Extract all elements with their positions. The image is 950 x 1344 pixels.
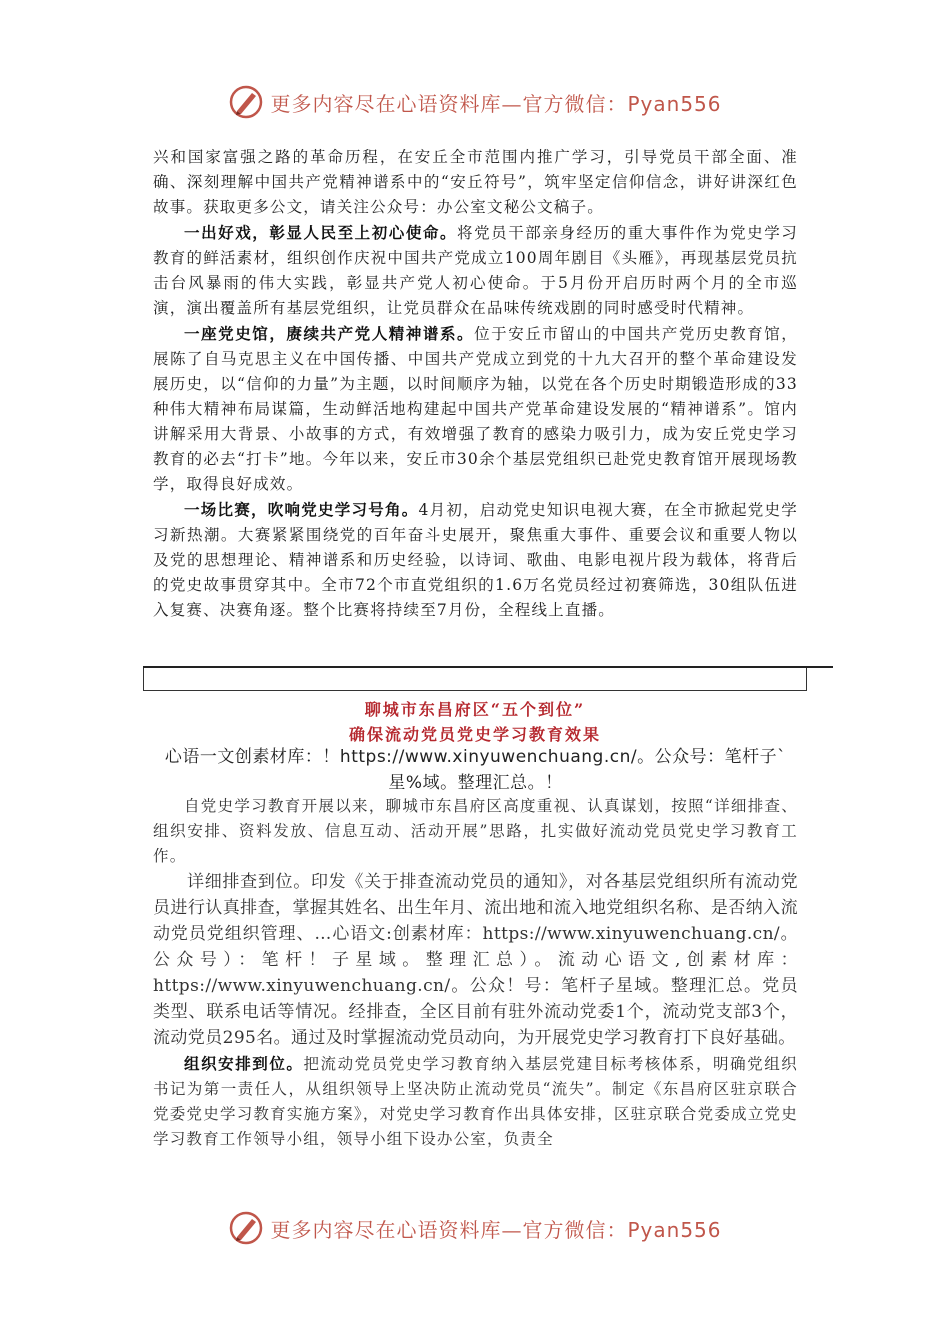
paragraph-lead: 组织安排到位。 — [184, 1054, 304, 1073]
paragraph-lead: 一出好戏，彰显人民至上初心使命。 — [184, 223, 458, 242]
paragraph: 详细排查到位。印发《关于排查流动党员的通知》，对各基层党组织所有流动党员进行认真排查，掌握其姓名、出生年月、流出地和流入地党组织名称、是否纳入流动党员党组织管理、…心语文:创素材库：https://www.xinyuwenchuang.cn/。公众号）：笔杆！子星域。整理汇总）。流动心语文,创素材库：https://www.xinyuwenchuang.cn/。公众！号：笔杆子星域。整理汇总。党员类型、联系电话等情况。经排查，全区目前有驻外流动党委1个，流动党支部3个，流动党员295名。通过及时掌握流动党员动向，为开展党史学习教育打下良好基础。 — [153, 872, 798, 1048]
paragraph: 自党史学习教育开展以来，聊城市东昌府区高度重视、认真谋划，按照“详细排查、组织安排、资料发放、信息互动、活动开展”思路，扎实做好流动党员党史学习教育工作。 — [153, 797, 798, 865]
section1-body — [153, 145, 798, 623]
empty-table-box — [143, 668, 807, 691]
section2-title-line2: 确保流动党员党史学习教育效果 — [348, 725, 601, 744]
paragraph: 一出好戏，彰显人民至上初心使命。将党员干部亲身经历的重大事件作为党史学习教育的鲜活素材，组织创作庆祝中国共产党成立100周年剧目《头雁》，再现基层党员抗击台风暴雨的伟大实践，彰显共产党人初心使命。于5月份开启历时两个月的全市巡演，演出覆盖所有基层党组织，让党员群众在品味传统戏剧的同时感受时代精神。 — [153, 223, 798, 317]
paragraph: 组织安排到位。把流动党员党史学习教育纳入基层党建目标考核体系，明确党组织书记为第一责任人，从组织领导上坚决防止流动党员“流失”。制定《东昌府区驻京联合党委党史学习教育实施方案》，对党史学习教育作出具体安排，区驻京联合党委成立党史学习教育工作领导小组，领导小组下设办公室，负责全 — [153, 1054, 798, 1148]
footer-banner — [0, 1208, 950, 1248]
paragraph: 一场比赛，吹响党史学习号角。4月初，启动党史知识电视大赛，在全市掀起党史学习新热潮。大赛紧紧围绕党的百年奋斗史展开，聚焦重大事件、重要会议和重要人物以及党的思想理论、精神谱系和历史经验，以诗词、歌曲、电影电视片段为载体，将背后的党史故事贯穿其中。全市72个市直党组织的1.6万名党员经过初赛筛选，30组队伍进入复赛、决赛角逐。整个比赛将持续至7月份，全程线上直播。 — [153, 500, 798, 619]
source-note: 心语一文创素材库：！https://www.xinyuwenchuang.cn/。公众号：笔杆子`星%域。整理汇总。！ — [164, 747, 787, 793]
paragraph: 兴和国家富强之路的革命历程，在安丘全市范围内推广学习，引导党员干部全面、准确、深刻理解中国共产党精神谱系中的“安丘符号”，筑牢坚定信仰信念，讲好讲深红色故事。获取更多公文，请关注公众号：办公室文秘公文稿子。 — [153, 148, 798, 216]
pen-logo-icon — [228, 84, 264, 120]
paragraph: 一座党史馆，赓续共产党人精神谱系。位于安丘市留山的中国共产党历史教育馆，展陈了自马克思主义在中国传播、中国共产党成立到党的十九大召开的整个革命建设发展历史，以“信仰的力量”为主题，以时间顺序为轴，以党在各个历史时期锻造形成的33种伟大精神布局谋篇，生动鲜活地构建起中国共产党革命建设发展的“精神谱系”。馆内讲解采用大背景、小故事的方式，有效增强了教育的感染力吸引力，成为安丘党史学习教育的必去“打卡”地。今年以来，安丘市30余个基层党组织已赴党史教育馆开展现场教学，取得良好成效。 — [153, 324, 798, 493]
section2-body — [153, 794, 798, 1152]
banner-text: 更多内容尽在心语资料库—官方微信：Pyan556 — [270, 91, 722, 116]
banner-text: 更多内容尽在心语资料库—官方微信：Pyan556 — [270, 1217, 722, 1242]
paragraph-lead: 一座党史馆，赓续共产党人精神谱系。 — [184, 324, 475, 343]
pen-logo-icon — [228, 1210, 264, 1246]
section2-title-line1: 聊城市东昌府区“五个到位” — [364, 700, 586, 719]
paragraph-lead: 一场比赛，吹响党史学习号角。 — [184, 500, 419, 519]
header-banner — [0, 82, 950, 122]
